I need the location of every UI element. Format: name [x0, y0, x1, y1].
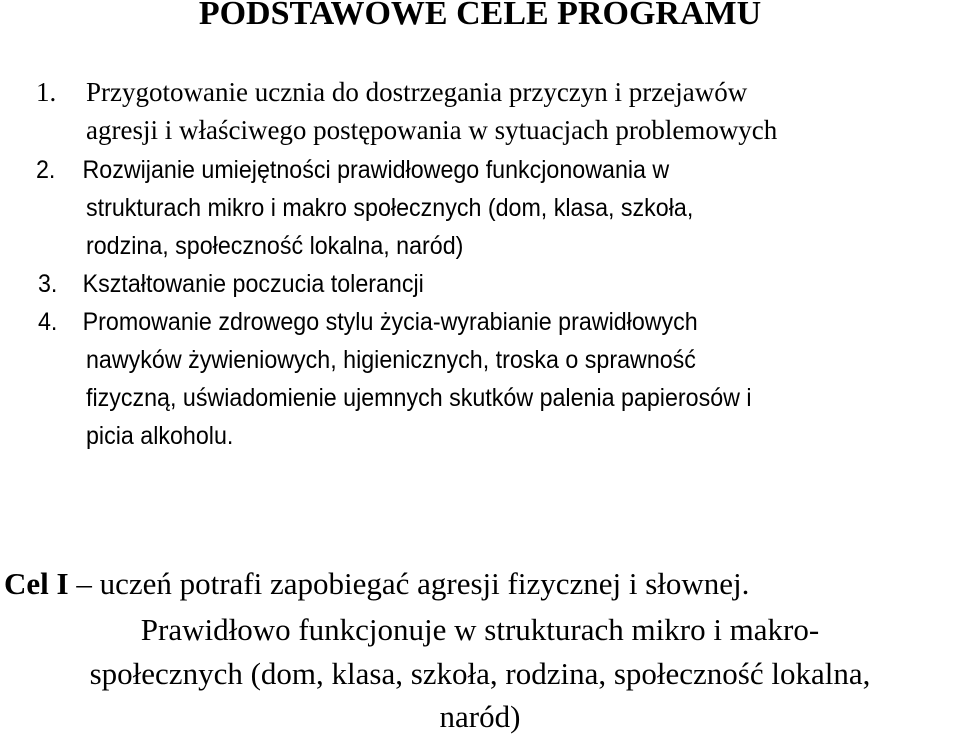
goal-line-3: społecznych (dom, klasa, szkoła, rodzina, społeczność lokalna, — [89, 656, 871, 691]
list-item-1-line-1 — [36, 76, 747, 108]
list-item-number: 4. — [38, 308, 58, 336]
list-item-2-line-1 — [36, 154, 669, 186]
list-item-2-line-3: rodzina, społeczność lokalna, naród) — [86, 232, 464, 260]
goal-line-2: Prawidłowo funkcjonuje w strukturach mikro i makro- — [140, 612, 820, 647]
list-item-4-line-3: fizyczną, uświadomienie ujemnych skutków palenia papierosów i — [86, 384, 752, 412]
list-item-text: Przygotowanie ucznia do dostrzegania przyczyn i przejawów — [86, 77, 748, 107]
goal-text: uczeń potrafi zapobiegać agresji fizycznej i słownej. — [99, 566, 750, 601]
list-item-4-line-1 — [38, 306, 698, 338]
list-item-number: 3. — [38, 270, 58, 298]
list-item-1-line-2: agresji i właściwego postępowania w sytuacjach problemowych — [86, 115, 778, 145]
list-item-number: 2. — [36, 156, 56, 184]
list-item-4-line-4: picia alkoholu. — [86, 422, 234, 450]
page-title: PODSTAWOWE CELE PROGRAMU — [198, 0, 762, 32]
list-item-text: Rozwijanie umiejętności prawidłowego funkcjonowania w — [82, 156, 670, 184]
list-item-number: 1. — [36, 77, 57, 107]
goal-dash: – — [68, 566, 100, 601]
list-item-2-line-2: strukturach mikro i makro społecznych (dom, klasa, szkoła, — [86, 194, 694, 222]
goal-label: Cel I — [4, 566, 69, 601]
list-item-4-line-2: nawyków żywieniowych, higienicznych, troska o sprawność — [86, 346, 696, 374]
list-item-3-line-1 — [38, 268, 424, 300]
goal-line-1 — [4, 565, 960, 603]
list-item-text: Promowanie zdrowego stylu życia-wyrabianie prawidłowych — [82, 308, 698, 336]
list-item-text: Kształtowanie poczucia tolerancji — [82, 270, 424, 298]
goal-line-4: naród) — [439, 699, 521, 734]
